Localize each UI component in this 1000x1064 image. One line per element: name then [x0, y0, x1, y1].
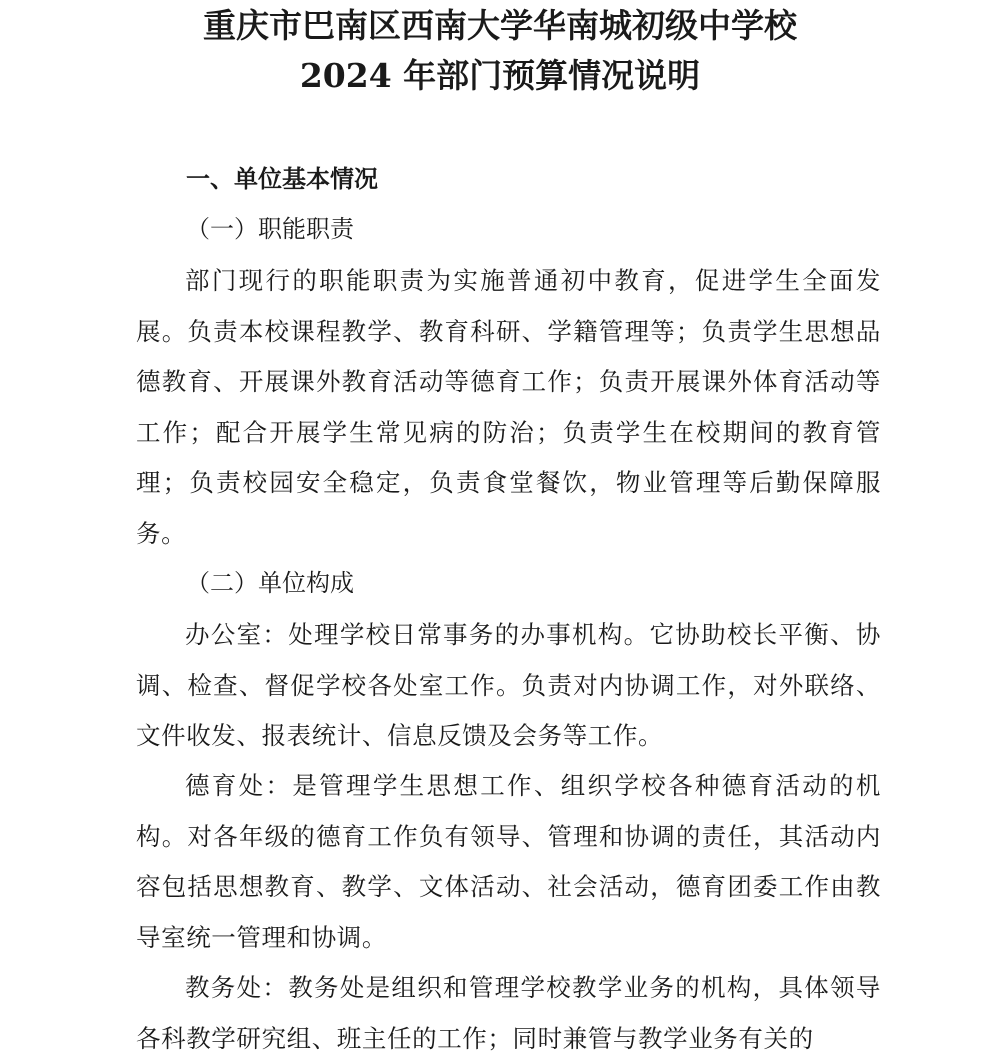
subsection-heading-functions: （一）职能职责	[186, 215, 354, 243]
paragraph-functions: 部门现行的职能职责为实施普通初中教育，促进学生全面发展。负责本校课程教学、教育科研、学籍管理等；负责学生思想品德教育、开展课外教育活动等德育工作；负责开展课外体育活动等工作；配合开展学生常见病的防治；负责学生在校期间的教育管理；负责校园安全稳定，负责食堂餐饮，物业管理等后勤保障服务。	[136, 266, 881, 548]
section-heading-basic-info: 一、单位基本情况	[186, 165, 378, 193]
paragraph-moral-education: 德育处：是管理学生思想工作、组织学校各种德育活动的机构。对各年级的德育工作负有领导、管理和协调的责任，其活动内容包括思想教育、教学、文体活动、社会活动，德育团委工作由教导室统一管理和协调。	[136, 771, 881, 952]
paragraph-academic-affairs: 教务处：教务处是组织和管理学校教学业务的机构，具体领导各科教学研究组、班主任的工作；同时兼管与教学业务有关的	[136, 973, 881, 1053]
subsection-heading-composition: （二）单位构成	[186, 569, 354, 597]
document-title-line1: 重庆市巴南区西南大学华南城初级中学校	[203, 6, 797, 45]
paragraph-office: 办公室：处理学校日常事务的办事机构。它协助校长平衡、协调、检查、督促学校各处室工作。负责对内协调工作，对外联络、文件收发、报表统计、信息反馈及会务等工作。	[136, 620, 881, 750]
document-title-line2: 2024 年部门预算情况说明	[299, 56, 701, 95]
